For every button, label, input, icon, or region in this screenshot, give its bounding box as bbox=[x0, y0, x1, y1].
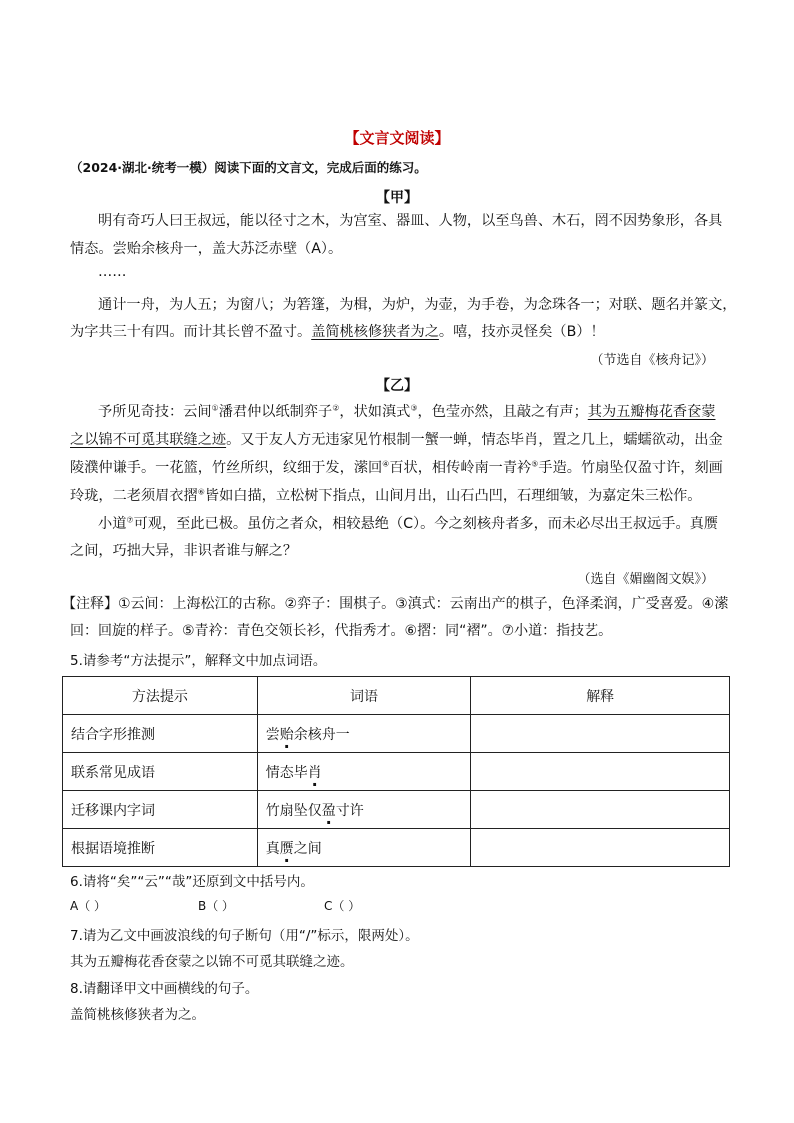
note-ref: ① bbox=[211, 403, 219, 413]
note-ref: ④ bbox=[382, 459, 390, 469]
note-ref: ⑥ bbox=[197, 487, 205, 497]
note-ref: ② bbox=[332, 403, 340, 413]
yi-text: 可观，至此已极。虽仿之者众，相较悬绝（C）。今之刻核舟者多，而未必尽出王叔远手。真赝 bbox=[133, 516, 719, 532]
answer-blank-b[interactable]: B（ ） bbox=[198, 899, 235, 913]
table-row bbox=[63, 829, 730, 867]
exam-intro: （2024·湖北·统考一模）阅读下面的文言文，完成后面的练习。 bbox=[70, 160, 427, 175]
underlined-sentence: 盖简桃核修狭者为之 bbox=[311, 324, 439, 340]
yi-line-6: 之间，巧拙大异，非识者谁与解之？ bbox=[70, 543, 298, 559]
header-word: 词语 bbox=[257, 677, 471, 715]
question-7-prompt: 7.请为乙文中画波浪线的句子断句（用“/”标示，限两处）。 bbox=[70, 928, 419, 944]
yi-text: 皆如白描，立松树下指点，山间月出，山石凸凹，石理细皱，为嘉定朱三松作。 bbox=[204, 488, 702, 504]
table-row bbox=[63, 753, 730, 791]
word-text: 寸许 bbox=[335, 802, 364, 819]
yi-text: ，状如滇式 bbox=[339, 404, 411, 420]
dotted-character: 盈 bbox=[321, 802, 336, 819]
answer-cell[interactable] bbox=[471, 753, 730, 791]
header-explanation: 解释 bbox=[471, 677, 730, 715]
dotted-character: 肖 bbox=[307, 764, 322, 781]
method-cell: 根据语境推断 bbox=[63, 829, 258, 867]
header-method: 方法提示 bbox=[63, 677, 258, 715]
answer-blank-a[interactable]: A（ ） bbox=[70, 899, 107, 913]
yi-text: 陵濮仲谦手。一花篮，竹丝所织，纹细于发，潆回 bbox=[70, 460, 383, 476]
dotted-character: 贻 bbox=[279, 726, 294, 743]
yi-text: 。又于友人方无违家见竹根制一蟹一蝉，情态毕肖，置之几上，蠕蠕欲动，出金 bbox=[226, 432, 723, 448]
jia-ellipsis: …… bbox=[98, 264, 127, 280]
yi-text: 小道 bbox=[98, 516, 127, 532]
table-row bbox=[63, 715, 730, 753]
jia-text: 为字共三十有四。而计其长曾不盈寸。 bbox=[70, 324, 312, 340]
jia-paragraph-2-line-1: 通计一舟，为人五；为窗八；为箬篷，为楫，为炉，为壶，为手卷，为念珠各一；对联、题名并篆文， bbox=[98, 297, 737, 313]
question-8-prompt: 8.请翻译甲文中画横线的句子。 bbox=[70, 981, 259, 997]
word-cell bbox=[257, 715, 471, 753]
page-title: 【文言文阅读】 bbox=[344, 129, 450, 147]
method-cell: 结合字形推测 bbox=[63, 715, 258, 753]
answer-cell[interactable] bbox=[471, 829, 730, 867]
question-7-sentence: 其为五瓣梅花香奁蒙之以锦不可觅其联缝之迹。 bbox=[70, 954, 354, 970]
note-ref: ③ bbox=[410, 403, 418, 413]
yi-line-3 bbox=[70, 458, 723, 478]
wavy-underlined-sentence: 之以锦不可觅其联缝之迹 bbox=[70, 432, 227, 448]
method-cell: 联系常见成语 bbox=[63, 753, 258, 791]
yi-text: 予所见奇技：云间 bbox=[98, 404, 212, 420]
word-cell bbox=[257, 829, 471, 867]
question-8-sentence: 盖简桃核修狭者为之。 bbox=[70, 1007, 205, 1023]
note-ref: ⑤ bbox=[531, 459, 539, 469]
jia-paragraph-1-line-1: 明有奇巧人曰王叔远，能以径寸之木，为宫室、器皿、人物，以至鸟兽、木石，罔不因势象形，各具 bbox=[98, 213, 723, 229]
notes-line-2: 回：回旋的样子。⑤青衿：青色交领长衫，代指秀才。⑥摺：同“褶”。⑦小道：指技艺。 bbox=[70, 623, 613, 639]
yi-line-5 bbox=[98, 514, 718, 534]
yi-text: 玲珑，二老须眉衣摺 bbox=[70, 488, 198, 504]
answer-blank-c[interactable]: C（ ） bbox=[324, 899, 361, 913]
yi-text: 潘君仲以纸制弈子 bbox=[218, 404, 333, 420]
question-5-prompt: 5.请参考“方法提示”，解释文中加点词语。 bbox=[70, 653, 327, 669]
section-yi-heading: 【乙】 bbox=[376, 378, 418, 394]
jia-text: 。嘻，技亦灵怪矣（B）！ bbox=[438, 324, 605, 340]
yi-line-1 bbox=[98, 402, 715, 422]
jia-paragraph-2-line-2 bbox=[70, 322, 605, 342]
yi-text: ，色莹亦然，且敲之有声； bbox=[417, 404, 588, 420]
table-header-row bbox=[63, 677, 730, 715]
word-text: 余核舟一 bbox=[293, 726, 350, 743]
answer-cell[interactable] bbox=[471, 715, 730, 753]
wavy-underlined-sentence: 其为五瓣梅花香奁蒙 bbox=[587, 404, 716, 420]
question-6-prompt: 6.请将“矣”“云”“哉”还原到文中括号内。 bbox=[70, 874, 314, 890]
note-ref: ⑦ bbox=[126, 515, 134, 525]
table-row bbox=[63, 791, 730, 829]
word-cell bbox=[257, 791, 471, 829]
notes-line-1: 【注释】①云间：上海松江的古称。②弈子：围棋子。③滇式：云南出产的棋子，色泽柔润，广受喜爱。④潆 bbox=[62, 596, 729, 612]
jia-paragraph-1-line-2: 情态。尝贻余核舟一，盖大苏泛赤壁（A）。 bbox=[70, 241, 343, 257]
section-jia-heading: 【甲】 bbox=[376, 190, 418, 206]
yi-text: 百状，相传岭南一青衿 bbox=[389, 460, 532, 476]
yi-line-2 bbox=[70, 430, 723, 450]
dotted-character: 赝 bbox=[279, 840, 294, 857]
word-text: 情态毕 bbox=[265, 764, 308, 781]
word-text: 真 bbox=[265, 840, 280, 857]
answer-cell[interactable] bbox=[471, 791, 730, 829]
method-cell: 迁移课内字词 bbox=[63, 791, 258, 829]
word-text: 之间 bbox=[293, 840, 322, 857]
word-text: 竹扇坠仅 bbox=[265, 802, 322, 819]
jia-source: （节选自《核舟记》） bbox=[590, 353, 714, 368]
yi-text: 手造。竹扇坠仅盈寸许，刻画 bbox=[538, 460, 723, 476]
word-cell bbox=[257, 753, 471, 791]
word-text: 尝 bbox=[265, 726, 280, 743]
yi-source: （选自《媚幽阁文娱》） bbox=[577, 572, 714, 587]
vocab-table bbox=[62, 676, 730, 867]
yi-line-4 bbox=[70, 486, 701, 506]
